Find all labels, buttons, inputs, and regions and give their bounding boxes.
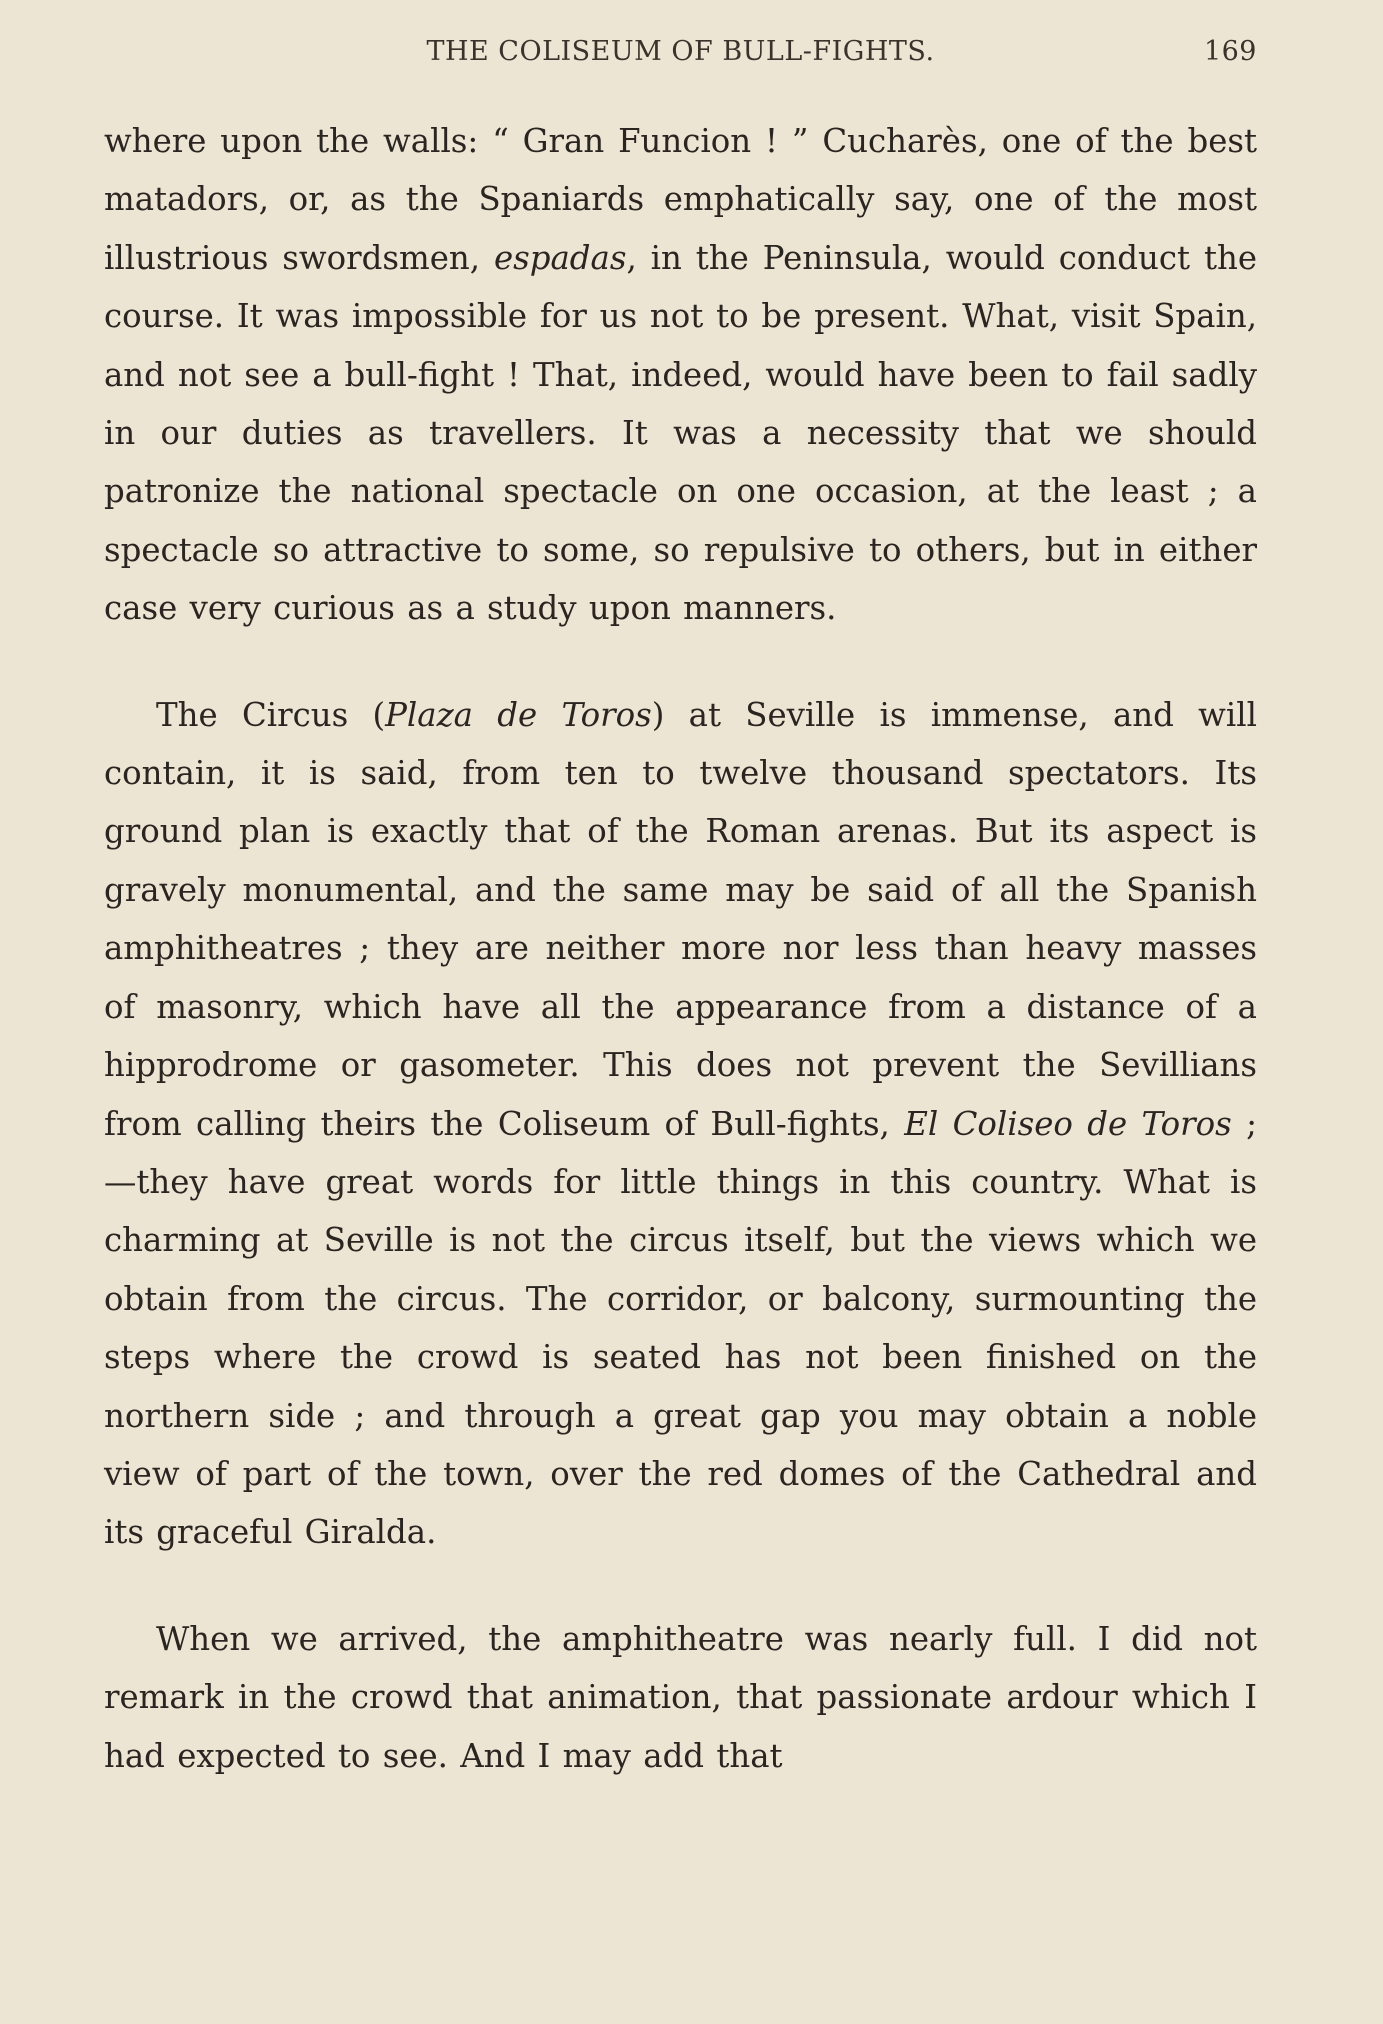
- paragraph-1: [104, 112, 1257, 638]
- paragraph-2-text-2: ) at Seville is immense, and will contain, it is said, from ten to twelve thousand spectators. Its ground plan is exactly that of the Roman arenas. But its aspect is gravely monumental, and the same may be said of all the Spanish amphitheatres ; they are neither more nor less than heavy masses of masonry, which have all the appearance from a distance of a hipprodrome or gasometer. This does not prevent the Sevillians from calling theirs the Coliseum of Bull-fights,: [104, 695, 1257, 1143]
- paragraph-1-text-2: , in the Peninsula, would conduct the course. It was impossible for us not to be present. What, visit Spain, and not see a bull-fight ! That, indeed, would have been to fail sadly in our duties as travellers. It was a necessity that we should patronize the national spectacle on one occasion, at the least ; a spectacle so attractive to some, so repulsive to others, but in either case very curious as a study upon manners.: [104, 238, 1257, 628]
- page-number: 169: [1203, 36, 1257, 67]
- paragraph-1-text-1: where upon the walls: “ Gran Funcion ! ” Cucharès, one of the best matadors, or, as the Spaniards emphatically say, one of the most illustrious swordsmen,: [104, 122, 1257, 277]
- paragraph-2-italic-coliseo: El Coliseo de Toros: [904, 1104, 1232, 1143]
- paragraph-2-italic-plaza-de-toros: Plaza de Toros: [385, 695, 652, 734]
- running-head: [104, 36, 1257, 76]
- paragraph-2-text-3: ;—they have great words for little things in this country. What is charming at Seville is not the circus itself, but the views which we obtain from the circus. The corridor, or balcony, surmounting the steps where the crowd is seated has not been finished on the northern side ; and through a great gap you may obtain a noble view of part of the town, over the red domes of the Cathedral and its graceful Giralda.: [104, 1104, 1257, 1552]
- paragraph-2-text-1: The Circus (: [156, 695, 386, 734]
- paragraph-3-text-1: When we arrived, the amphitheatre was nearly full. I did not remark in the crowd that animation, that passionate ardour which I had expected to see. And I may add that: [104, 1619, 1257, 1775]
- paragraph-2: [104, 686, 1257, 1562]
- body-text: [104, 112, 1257, 1785]
- running-head-title: THE COLISEUM OF BULL-FIGHTS.: [426, 36, 935, 67]
- paragraph-1-italic-espadas: espadas: [493, 238, 627, 277]
- paragraph-3: [104, 1610, 1257, 1785]
